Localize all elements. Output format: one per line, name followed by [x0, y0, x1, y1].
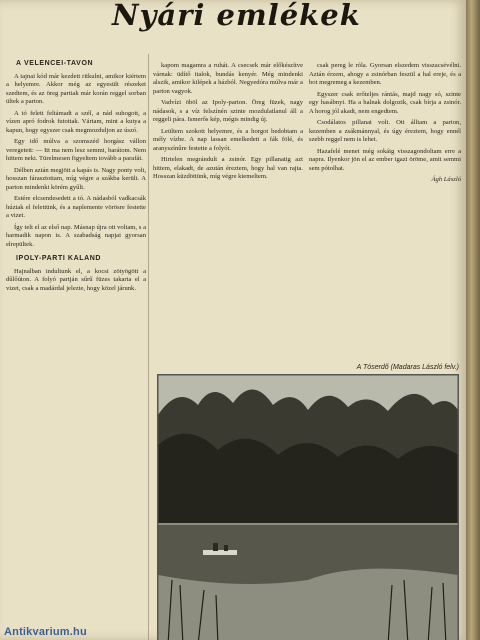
paragraph: Leültem szokott helyemre, és a horgot bedobtam a mély vízbe. A nap lassan emelkedett a fák fölé, és aranyszínűre festette a folyót. — [153, 127, 303, 152]
book-spine — [466, 0, 480, 640]
column-right — [309, 62, 461, 362]
paragraph: Hirtelen megrándult a zsinór. Egy pillanatig azt hittem, elakadt, de azután éreztem, hogy hal van rajta. Hosszan küzdöttünk, míg végre kiemeltem. — [153, 156, 303, 180]
paragraph: kapom magamra a ruhát. A csecsek már előkészítve várnak: üdítő italok, bundás kenyér. Még mindenki alszik, amikor kilépek a házból. Negyedóra múlva már a parton vagyok. — [153, 62, 303, 95]
paragraph: A tó felett feltámadt a szél, a nád suhogott, a vízen apró fodrok futottak. Vártam, mint a kutya a kapun, hogy egyszer csak megmozduljon az úszó. — [6, 109, 146, 134]
section-title: A VELENCEI-TAVON — [16, 60, 94, 67]
antikvarium-watermark: Antikvarium.hu — [4, 626, 87, 638]
paragraph: Így telt el az első nap. Másnap újra ott voltam, s a harmadik napon is. A szabadság napjai gyorsan elrepültek. — [6, 223, 146, 248]
lake-photo — [157, 374, 459, 640]
paragraph: Hajnalban indultunk el, a kocsi zötyögött a dűlőúton. A folyó partján sűrű füzes takarta el a vizet, csak a madárdal jelezte, hogy közel járunk. — [6, 267, 146, 292]
column-divider — [148, 54, 149, 640]
column-left — [6, 54, 146, 640]
paragraph: Hazafelé menet még sokáig visszagondoltam erre a napra. Ilyenkor jön el az ember igazi öröme, amit semmi sem pótolhat. — [309, 147, 461, 172]
paragraph: Vadvízi öböl az Ipoly-parton. Öreg füzek, nagy nádasok, s a víz felszínén szinte mozdulatlanul áll a reggeli pára. Ismerős kép, mégis mindig új. — [153, 99, 303, 123]
paragraph: Délben aztán megjött a kapás is. Nagy ponty volt, hosszan fárasztottam, míg végre a szákba került. A parton mindenki körém gyűlt. — [6, 166, 146, 191]
paragraph: Csodálatos pillanat volt. Ott álltam a parton, kezemben a zsákmánnyal, és úgy éreztem, hogy ennél szebb reggel nem is lehet. — [309, 119, 461, 143]
paragraph: Egy idő múlva a szomszéd horgász vállon veregetett: — Itt ma nem lesz semmi, barátom. Nem hittem neki. Türelmesen figyeltem tovább a parafát. — [6, 138, 146, 162]
headline: Nyári emlékek — [112, 0, 361, 32]
paragraph: A tajnai kód már kezdett ritkulni, amikor kiértem a helyemre. Akkor még az egyesült részeket szedtem, és az öreg partiak már korán reggel sorban ültek a parton. — [6, 72, 146, 105]
paragraph: Egyszer csak erőteljes rántás, majd nagy só, szinte egy hasábnyi. Ha a halnak dolgozik, csak bírja a zsinór. A horog jól akadt, nem engedtem. — [309, 90, 461, 115]
author-signature: Ágh László — [431, 176, 461, 183]
photo-caption: A Tóserdő (Madaras László felv.) — [356, 364, 459, 371]
paragraph: Estére elcsendesedett a tó. A nádasból vadkacsák húztak el felettünk, és a naplemente vörösre festette a vizet. — [6, 195, 146, 219]
paragraph: csak pereg le róla. Gyorsan elszedem visszacsévélni. Aztán érzem, ahogy a zsinórban feszül a hal ereje, és a bot megremeg a kezemben. — [309, 62, 461, 86]
photo-block — [153, 360, 463, 640]
column-middle — [153, 62, 303, 362]
lake-photo-illustration — [158, 375, 458, 640]
section-title: IPOLY-PARTI KALAND — [16, 255, 102, 262]
